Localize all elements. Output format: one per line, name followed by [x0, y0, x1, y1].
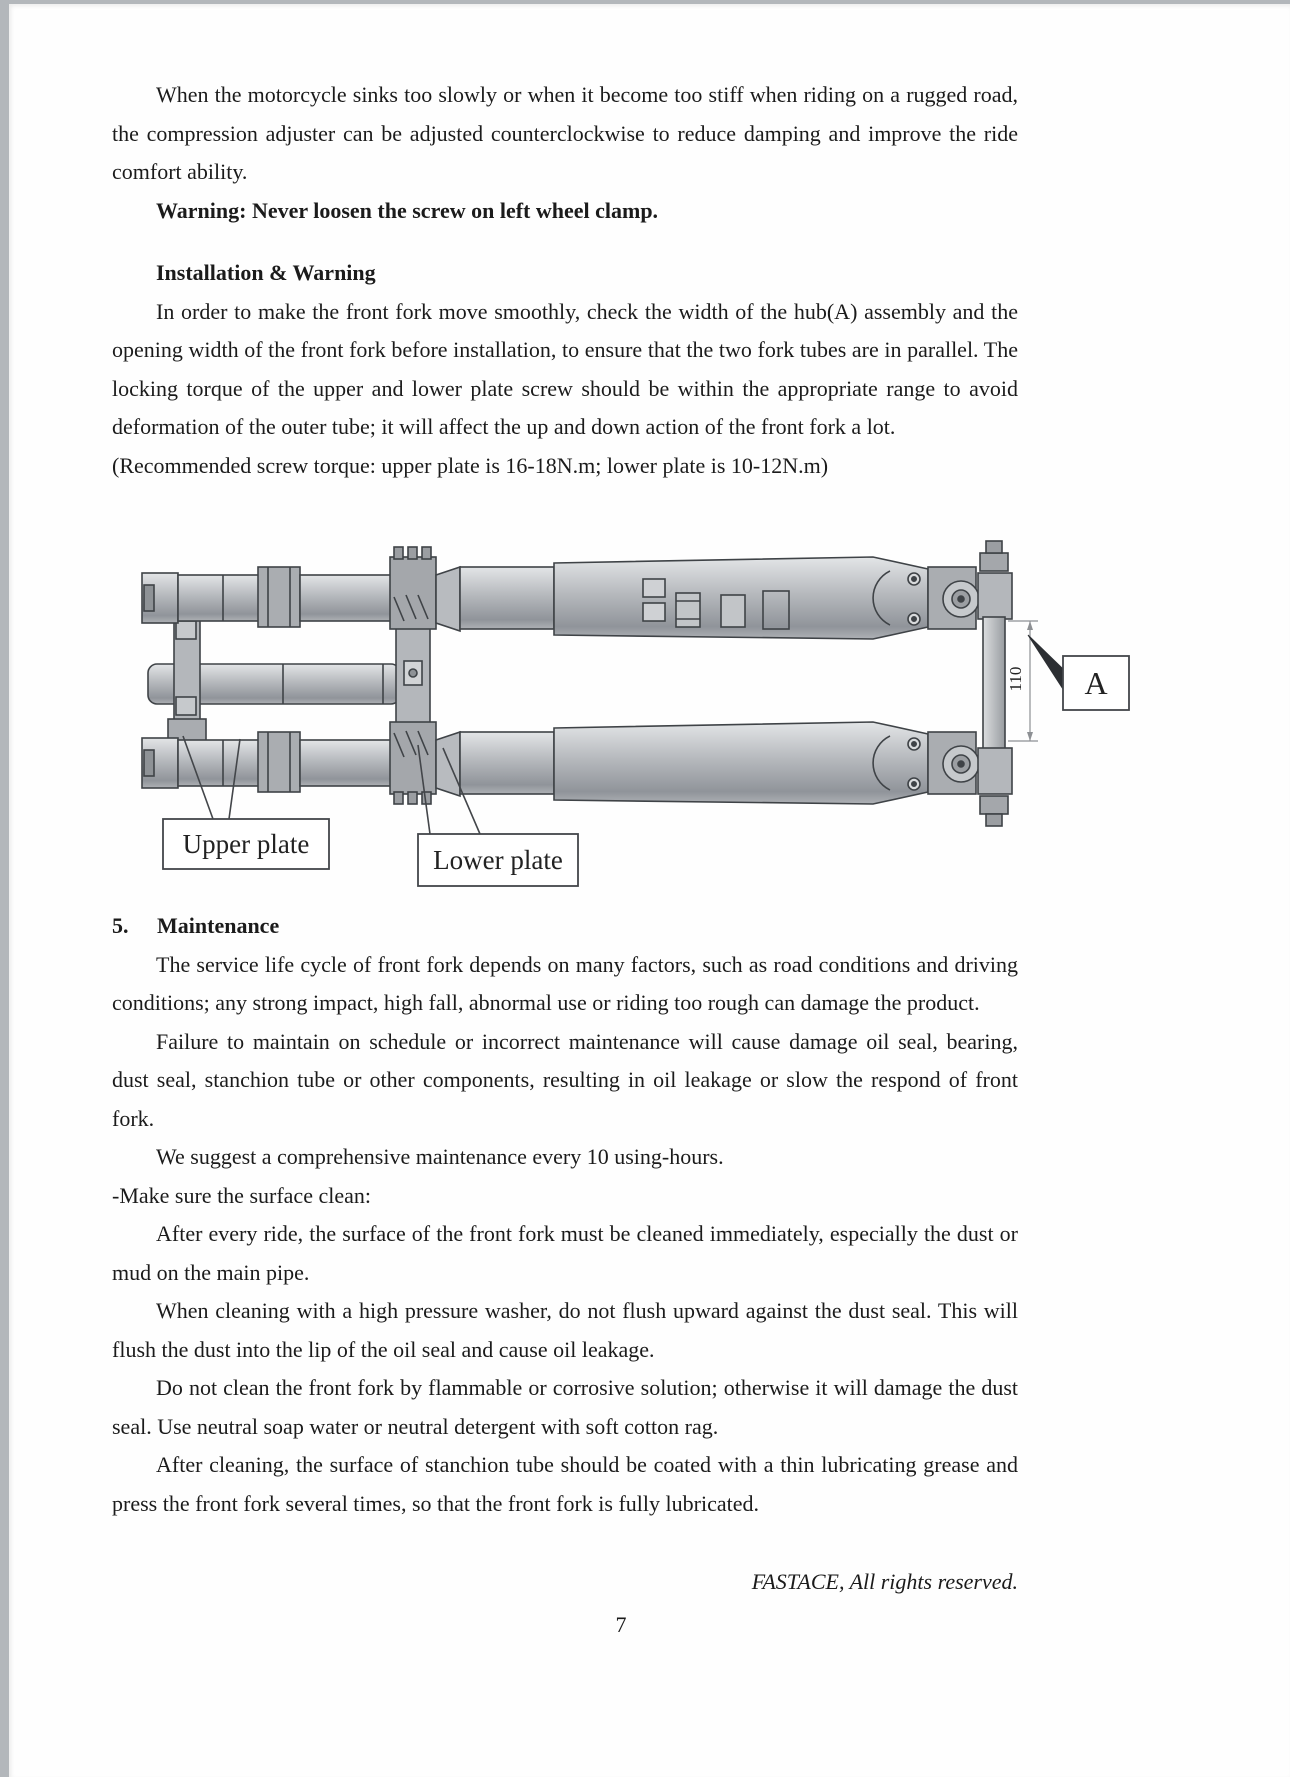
paragraph-installation: In order to make the front fork move smoothly, check the width of the hub(A) assembly and the opening width of the front fork before installation, to ensure that the two fork tubes are in parallel. The locking torque of the upper and lower plate screw should be within the appropriate range to avoid deformation of the outer tube; it will affect the up and down action of the front fork a lot. — [112, 298, 1018, 439]
dimension-110 — [1006, 621, 1038, 741]
paragraph-service-life: The service life cycle of front fork depends on many factors, such as road conditions and driving conditions; any strong impact, high fall, abnormal use or riding too rough can damage the product. — [112, 951, 1018, 1015]
dimension-110-text: 110 — [1006, 666, 1025, 692]
axle-rod — [983, 617, 1005, 755]
copyright-line: FASTACE, All rights reserved. — [751, 1569, 1018, 1594]
callout-a-text: A — [1084, 665, 1108, 701]
paragraph-lubricate: After cleaning, the surface of stanchion tube should be coated with a thin lubricating grease and press the front fork several times, so that the front fork is fully lubricated. — [112, 1452, 1018, 1516]
fork-bottom-leg — [142, 722, 1012, 826]
maintenance-heading-text: Maintenance — [157, 913, 280, 938]
paragraph-surface-clean: -Make sure the surface clean: — [112, 1182, 371, 1208]
front-fork-diagram — [128, 493, 1138, 893]
fork-top-leg — [142, 541, 1012, 639]
paragraph-intro: When the motorcycle sinks too slowly or when it become too stiff when riding on a rugged road, the compression adjuster can be adjusted counterclockwise to reduce damping and improve the ride comfort ability. — [112, 82, 1018, 184]
front-fork-drawing — [128, 493, 1138, 893]
torque-note: (Recommended screw torque: upper plate is 16-18N.m; lower plate is 10-12N.m) — [112, 452, 829, 478]
callout-a — [1028, 635, 1129, 710]
paragraph-after-ride: After every ride, the surface of the front fork must be cleaned immediately, especially the dust or mud on the main pipe. — [112, 1221, 1018, 1285]
installation-warning-heading: Installation & Warning — [156, 260, 376, 285]
maintenance-heading-number: 5. — [112, 913, 129, 938]
paragraph-pressure-washer: When cleaning with a high pressure washer, do not flush upward against the dust seal. This will flush the dust into the lip of the oil seal and cause oil leakage. — [112, 1298, 1018, 1362]
paragraph-suggest: We suggest a comprehensive maintenance every 10 using-hours. — [156, 1144, 724, 1169]
maintenance-heading — [112, 907, 1018, 946]
warning-line: Warning: Never loosen the screw on left wheel clamp. — [156, 197, 659, 223]
paragraph-solution: Do not clean the front fork by flammable or corrosive solution; otherwise it will damage the dust seal. Use neutral soap water or neutral detergent with soft cotton rag. — [112, 1375, 1018, 1439]
label-lower-plate-text: Lower plate — [433, 845, 563, 875]
page — [9, 4, 1290, 1777]
label-upper-plate-text: Upper plate — [182, 829, 310, 859]
paragraph-failure: Failure to maintain on schedule or incorrect maintenance will cause damage oil seal, bearing, dust seal, stanchion tube or other components, resulting in oil leakage or slow the respond of front fork. — [112, 1028, 1018, 1131]
document-body — [112, 4, 1108, 1644]
page-number: 7 — [615, 1611, 627, 1637]
